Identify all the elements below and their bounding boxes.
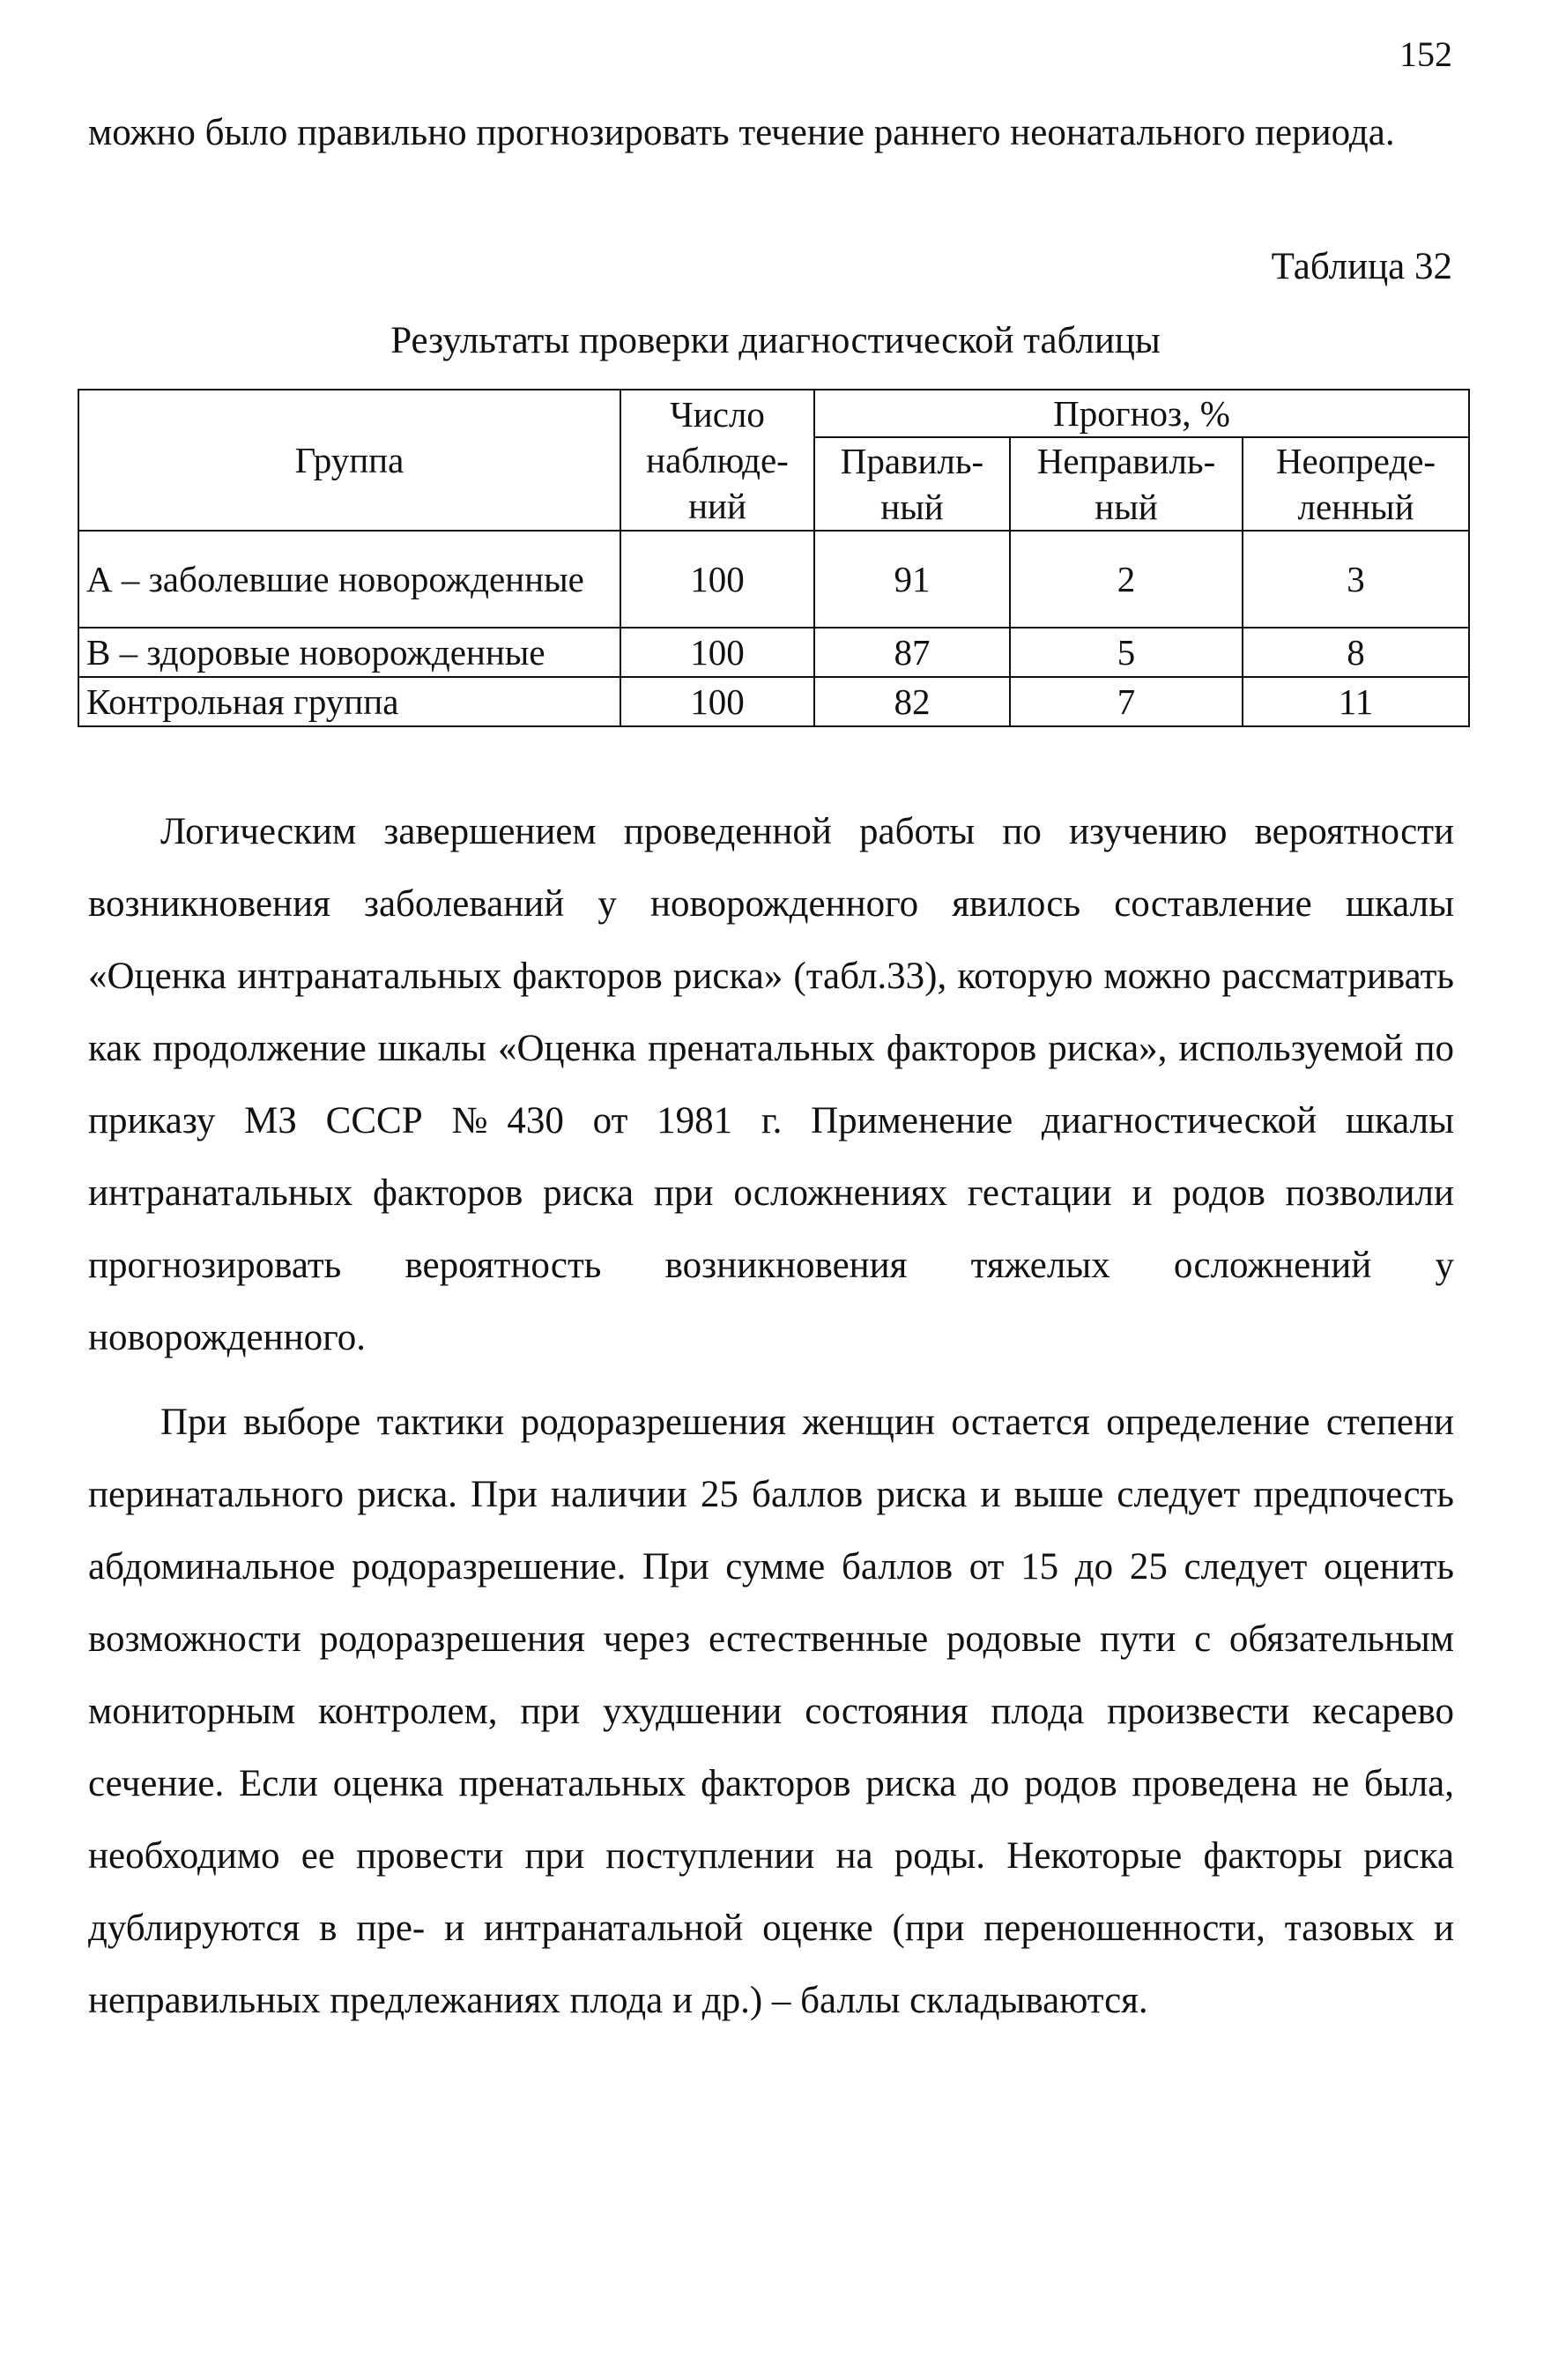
cell-group: В – здоровые новорожденные [78, 628, 620, 677]
header-undefined: Неопреде-ленный [1243, 437, 1469, 531]
cell-group: А – заболевшие новорожденные [78, 531, 620, 628]
header-group: Группа [78, 390, 620, 531]
page-number: 152 [1399, 34, 1452, 74]
table-caption: Результаты проверки диагностической таблицы [390, 320, 1161, 361]
table-row [78, 677, 1469, 726]
header-correct: Правиль-ный [814, 437, 1010, 531]
paragraph-conclusion: Логическим завершением проведенной работы по изучению вероятности возникновения заболеваний у новорожденного явилось составление шкалы «Оценка интранатальных факторов риска» (табл.33), которую можно рассматривать как продолжение шкалы «Оценка пренатальных факторов риска», используемой по приказу МЗ СССР №430 от 1981 г. Применение диагностической шкалы интранатальных факторов риска при осложнениях гестации и родов позволили прогнозировать вероятность возникновения тяжелых осложнений у новорожденного. [88, 811, 1454, 1358]
header-observations: Число наблюде-ний [620, 390, 814, 531]
cell-group: Контрольная группа [78, 677, 620, 726]
cell-observations: 100 [620, 531, 814, 628]
body-text [88, 796, 1454, 2049]
cell-observations: 100 [620, 677, 814, 726]
cell-correct: 82 [814, 677, 1010, 726]
cell-incorrect: 7 [1010, 677, 1243, 726]
lead-paragraph: можно было правильно прогнозировать течение раннего неонатального периода. [88, 112, 1395, 153]
table-number-label: Таблица 32 [1271, 246, 1452, 287]
cell-undefined: 8 [1243, 628, 1469, 677]
cell-correct: 87 [814, 628, 1010, 677]
cell-incorrect: 2 [1010, 531, 1243, 628]
header-incorrect: Неправиль-ный [1010, 437, 1243, 531]
cell-observations: 100 [620, 628, 814, 677]
table-row [78, 628, 1469, 677]
cell-correct: 91 [814, 531, 1010, 628]
cell-undefined: 11 [1243, 677, 1469, 726]
table-row [78, 531, 1469, 628]
cell-undefined: 3 [1243, 531, 1469, 628]
cell-incorrect: 5 [1010, 628, 1243, 677]
paragraph-delivery-tactics: При выборе тактики родоразрешения женщин остается определение степени перинатального риска. При наличии 25 баллов риска и выше следует предпочесть абдоминальное родоразрешение. При сумме баллов от 15 до 25 следует оценить возможности родоразрешения через естественные родовые пути с обязательным мониторным контролем, при ухудшении состояния плода произвести кесарево сечение. Если оценка пренатальных факторов риска до родов проведена не была, необходимо ее провести при поступлении на роды. Некоторые факторы риска дублируются в пре- и интранатальной оценке (при переношенности, тазовых и неправильных предлежаниях плода и др.) – баллы складываются. [88, 1402, 1454, 2021]
header-forecast: Прогноз, % [814, 390, 1469, 437]
results-table [78, 389, 1470, 727]
table-header-row [78, 390, 1469, 437]
